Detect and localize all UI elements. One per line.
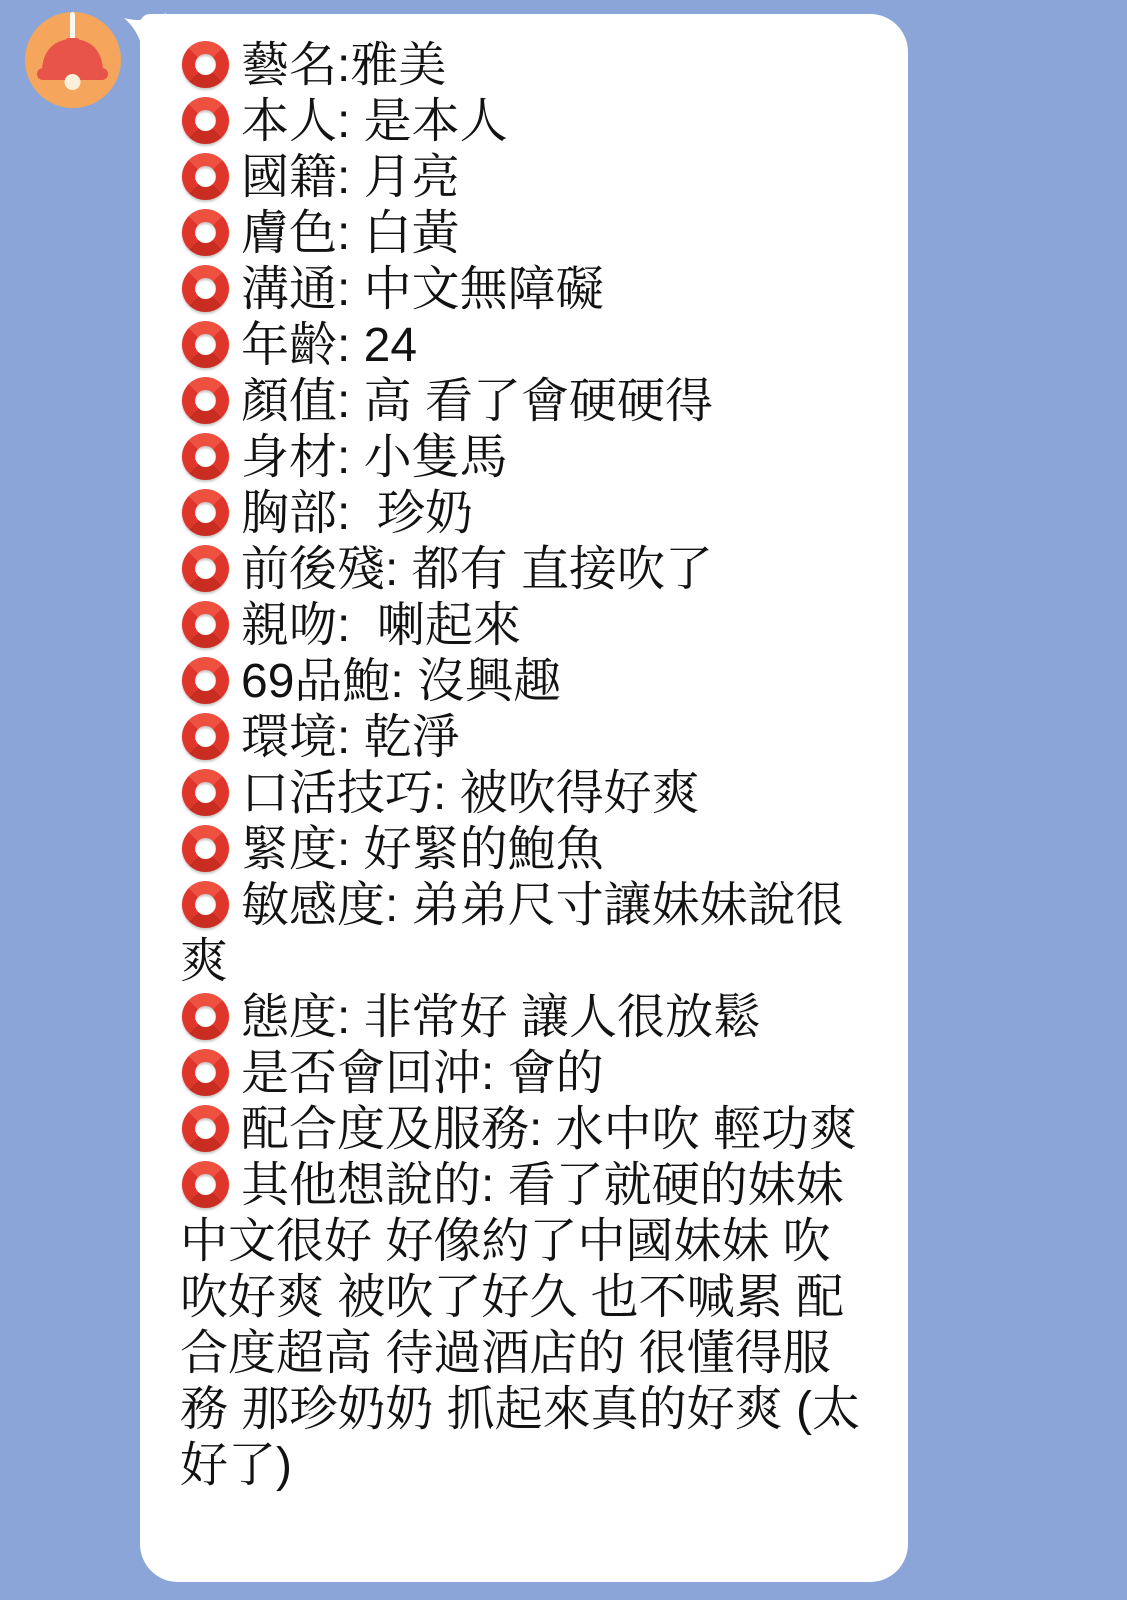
list-item — [180, 710, 862, 766]
message-text: 溝通: 中文無障礙 — [241, 263, 604, 316]
message-text: 是否會回沖: 會的 — [241, 1047, 604, 1100]
list-item — [180, 1046, 862, 1102]
hollow-red-circle-emoji — [182, 993, 229, 1040]
list-item — [180, 38, 862, 94]
hollow-red-circle-emoji — [182, 41, 229, 88]
chat-bubble[interactable] — [140, 14, 908, 1582]
list-item — [180, 150, 862, 206]
hollow-red-circle-emoji — [182, 657, 229, 704]
message-text: 口活技巧: 被吹得好爽 — [241, 767, 700, 820]
hollow-red-circle-emoji — [182, 545, 229, 592]
message-text: 敏感度: 弟弟尺寸讓妹妹說很爽 — [180, 879, 844, 988]
list-item — [180, 878, 862, 990]
hollow-red-circle-emoji — [182, 1105, 229, 1152]
list-item — [180, 1102, 862, 1158]
list-item — [180, 262, 862, 318]
message-text: 膚色: 白黃 — [241, 207, 460, 260]
message-text: 年齡: 24 — [241, 319, 418, 372]
avatar[interactable] — [25, 12, 121, 108]
hollow-red-circle-emoji — [182, 1161, 229, 1208]
message-text: 其他想說的: 看了就硬的妹妹 中文很好 好像約了中國妹妹 吹吹好爽 被吹了好久 也不喊累 配合度超高 待過酒店的 很懂得服務 那珍奶奶 抓起來真的好爽 (太好了) — [180, 1159, 860, 1492]
list-item — [180, 374, 862, 430]
hollow-red-circle-emoji — [182, 1049, 229, 1096]
message-text: 胸部: 珍奶 — [241, 487, 474, 540]
hollow-red-circle-emoji — [182, 825, 229, 872]
hollow-red-circle-emoji — [182, 713, 229, 760]
list-item — [180, 318, 862, 374]
hollow-red-circle-emoji — [182, 321, 229, 368]
pendant-lamp-icon — [25, 12, 121, 108]
message-text: 環境: 乾淨 — [241, 711, 460, 764]
hollow-red-circle-emoji — [182, 601, 229, 648]
hollow-red-circle-emoji — [182, 97, 229, 144]
list-item — [180, 430, 862, 486]
hollow-red-circle-emoji — [182, 433, 229, 480]
list-item — [180, 766, 862, 822]
hollow-red-circle-emoji — [182, 769, 229, 816]
message-text: 前後殘: 都有 直接吹了 — [241, 543, 714, 596]
hollow-red-circle-emoji — [182, 489, 229, 536]
hollow-red-circle-emoji — [182, 377, 229, 424]
message-text: 顏值: 高 看了會硬硬得 — [241, 375, 714, 428]
hollow-red-circle-emoji — [182, 153, 229, 200]
message-text: 配合度及服務: 水中吹 輕功爽 — [241, 1103, 858, 1156]
message-text: 本人: 是本人 — [241, 95, 508, 148]
list-item — [180, 542, 862, 598]
list-item — [180, 822, 862, 878]
hollow-red-circle-emoji — [182, 881, 229, 928]
bubble-tail — [124, 13, 166, 67]
message-text: 身材: 小隻馬 — [241, 431, 508, 484]
message-text: 69品鮑: 沒興趣 — [241, 655, 562, 708]
list-item — [180, 94, 862, 150]
list-item — [180, 598, 862, 654]
list-item — [180, 990, 862, 1046]
hollow-red-circle-emoji — [182, 209, 229, 256]
hollow-red-circle-emoji — [182, 265, 229, 312]
list-item — [180, 1158, 862, 1494]
message-text: 國籍: 月亮 — [241, 151, 460, 204]
message-text: 緊度: 好緊的鮑魚 — [241, 823, 604, 876]
list-item — [180, 654, 862, 710]
message-text: 藝名:雅美 — [241, 39, 447, 92]
list-item — [180, 486, 862, 542]
list-item — [180, 206, 862, 262]
message-text: 親吻: 喇起來 — [241, 599, 522, 652]
message-text: 態度: 非常好 讓人很放鬆 — [241, 991, 762, 1044]
